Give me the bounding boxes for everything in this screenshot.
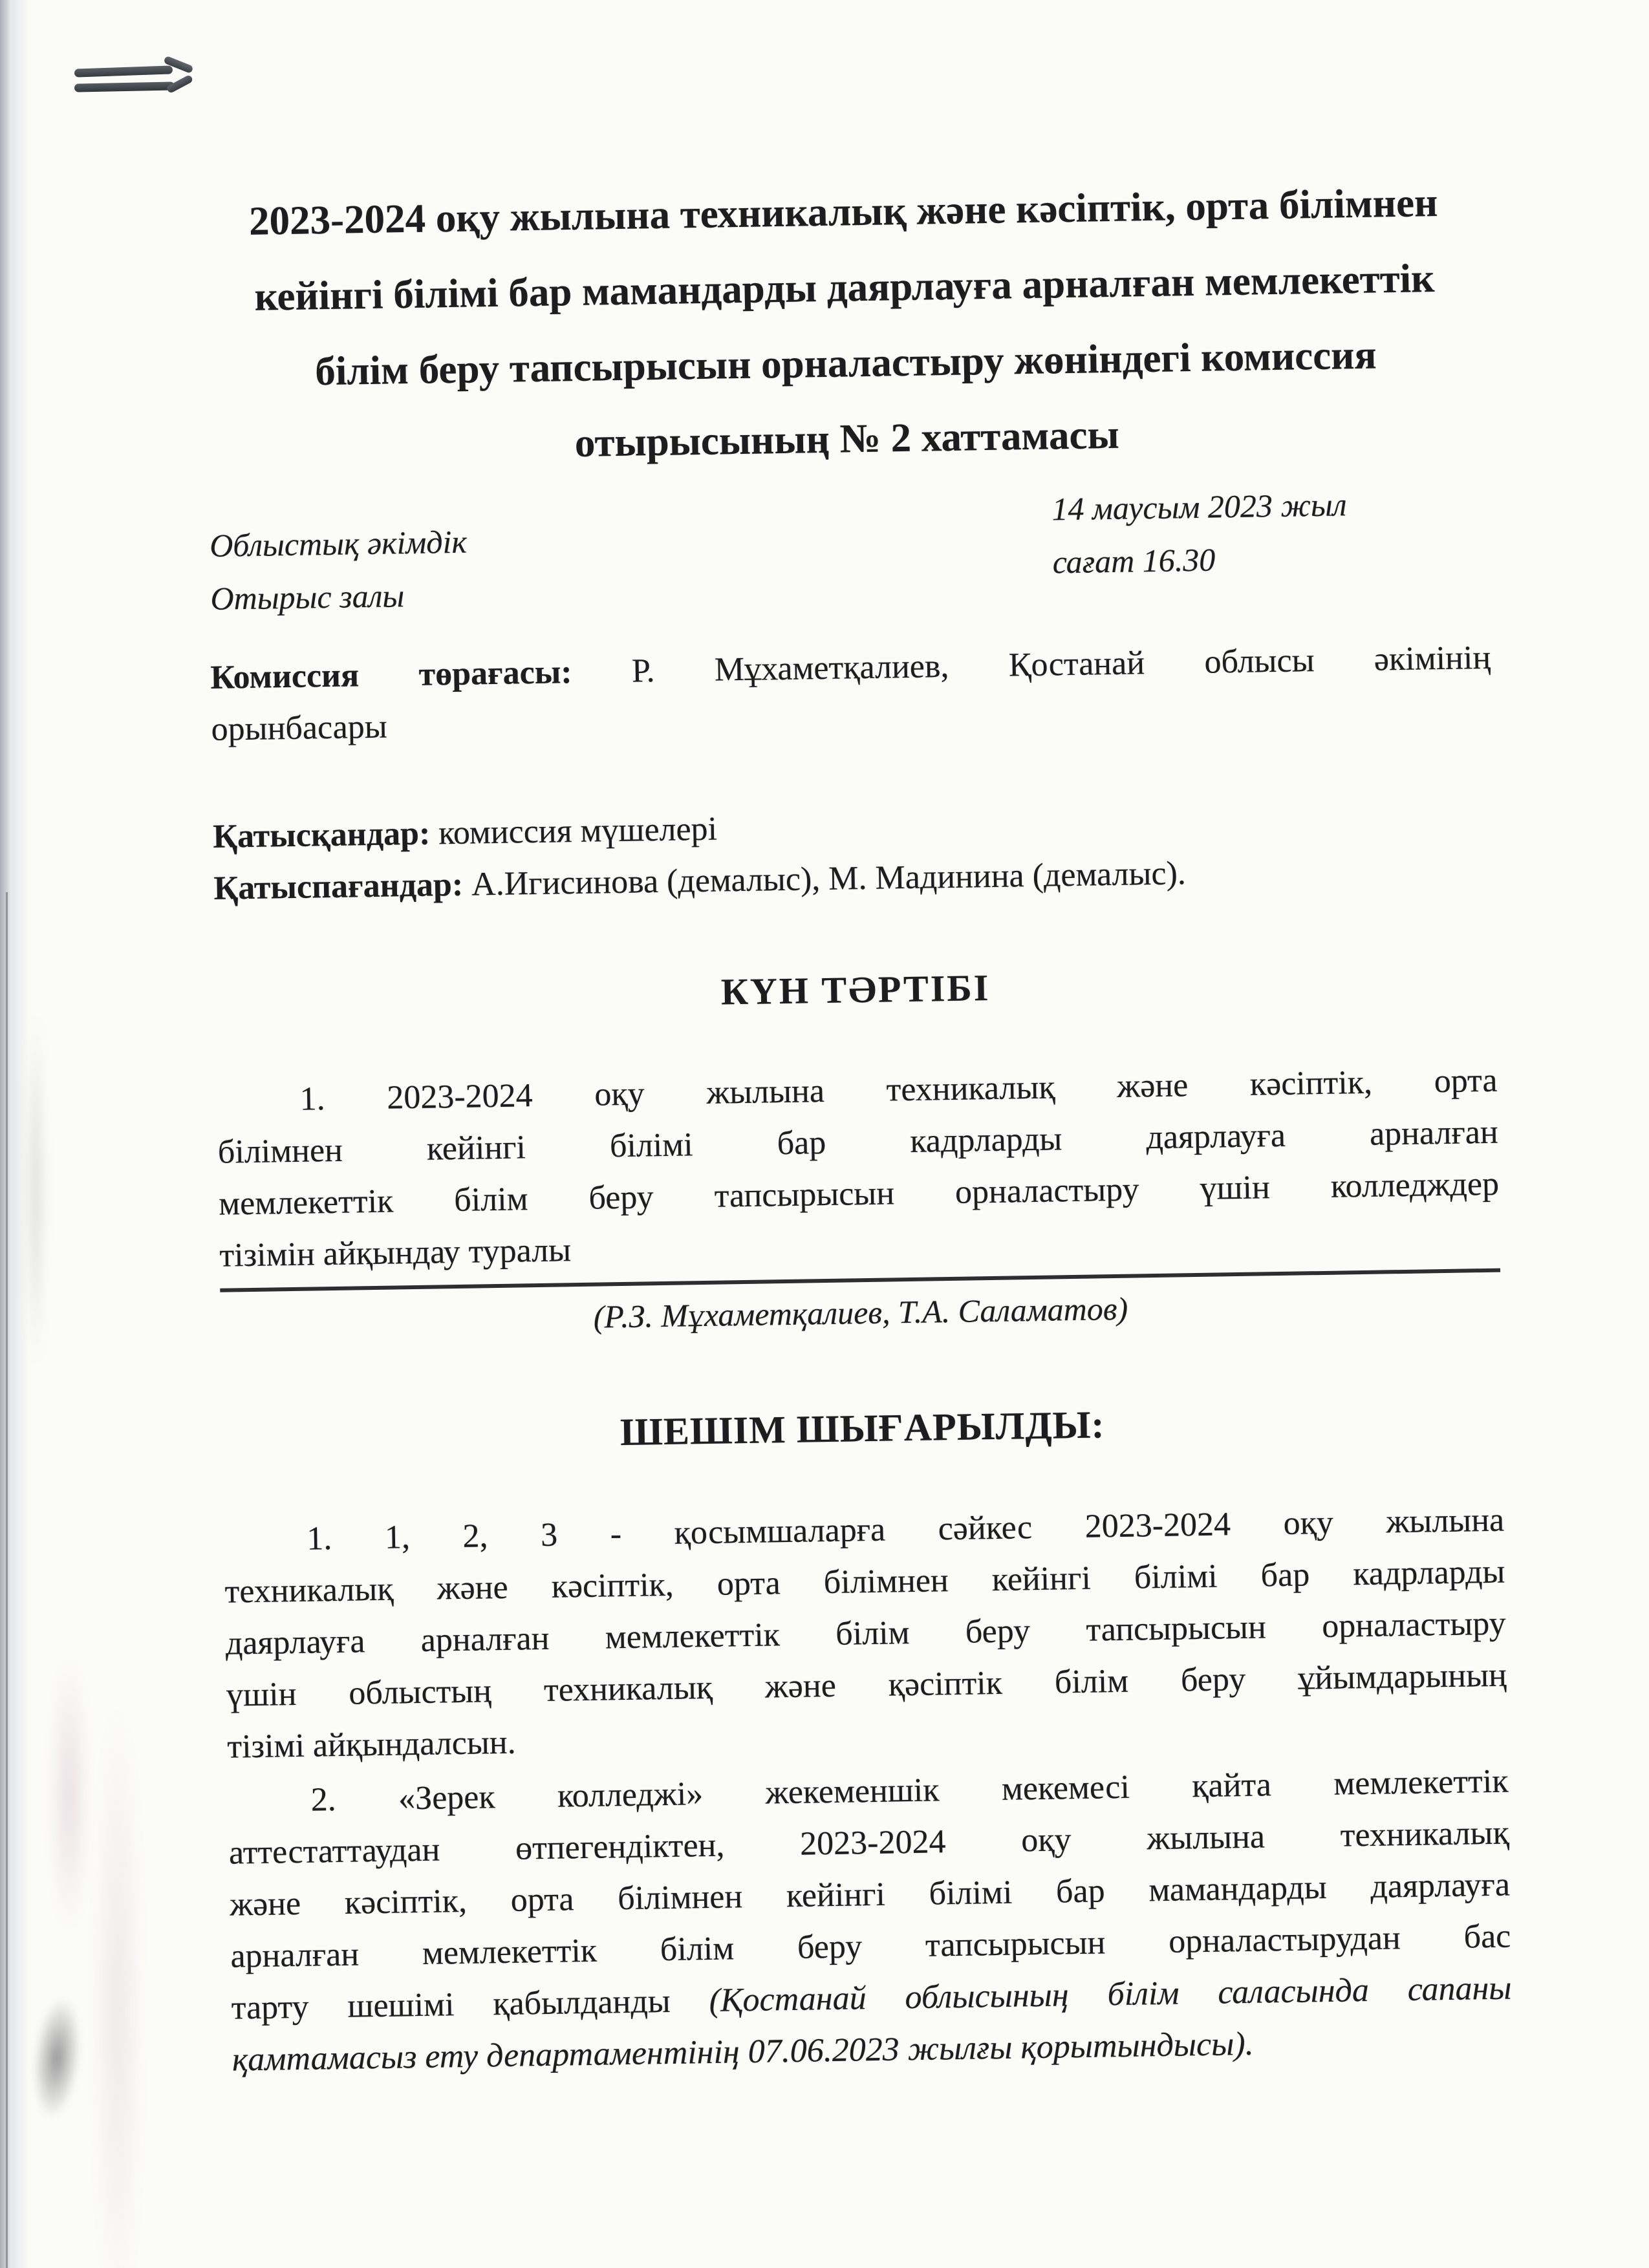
meta-row bbox=[208, 476, 1490, 617]
agenda-item-1 bbox=[217, 1055, 1500, 1292]
agenda-line-4-underlined: тізімін айқындау туралы bbox=[219, 1210, 1500, 1292]
decision2-line-3: және кәсіптік, орта білімнен кейінгі білімі бар мамандарды даярлауға bbox=[229, 1866, 1511, 1923]
agenda-line-3: мемлекеттік білім беру тапсырысын орналастыру үшін колледждер bbox=[218, 1165, 1500, 1223]
datetime-block bbox=[1051, 478, 1348, 588]
decision1-line-3: даярлауға арналған мемлекеттік білім беру тапсырысын орналастыру bbox=[225, 1605, 1507, 1662]
absentees-label: Қатыспағандар: bbox=[213, 866, 464, 907]
title-line-3: білім беру тапсырысын орналастыру жөніндегі комиссия bbox=[314, 332, 1377, 394]
agenda-heading: КҮН ТӘРТІБІ bbox=[720, 967, 991, 1013]
chairman-line-2: орынбасары bbox=[211, 708, 388, 748]
document-title bbox=[202, 164, 1487, 487]
venue-line-1: Облыстық әкімдік bbox=[209, 523, 468, 564]
decision1-line-5: тізімі айқындалсын. bbox=[226, 1724, 517, 1766]
decision1-line-2: техникалық және кәсіптік, орта білімнен кейінгі білімі бар кадрларды bbox=[224, 1553, 1505, 1610]
decision2-line-5-normal: тарту шешімі қабылданды bbox=[231, 1982, 710, 2027]
attendees-label: Қатысқандар: bbox=[212, 815, 431, 855]
agenda-line-1: 1. 2023-2024 оқу жылына техникалық және кәсіптік, орта bbox=[299, 1062, 1498, 1118]
title-line-2: кейінгі білімі бар мамандарды даярлауға арналған мемлекеттік bbox=[254, 255, 1435, 319]
date-line: 14 маусым 2023 жыл bbox=[1051, 486, 1347, 528]
decision2-line-5-italic: (Қостанай облысының білім саласында сапаны bbox=[709, 1969, 1512, 2020]
attendees-text: комиссия мүшелері bbox=[429, 810, 718, 852]
decision2-line-1: 2. «Зерек колледжі» жекеменшік мекемесі қайта мемлекеттік bbox=[310, 1762, 1509, 1819]
chairman-label: Комиссия төрағасы: bbox=[210, 654, 573, 696]
title-line-1: 2023-2024 оқу жылына техникалық және кәсіптік, орта білімнен bbox=[248, 179, 1438, 244]
decision1-line-4: үшін облыстың техникалық және қәсіптік білім беру ұйымдарының bbox=[226, 1656, 1507, 1714]
venue-line-2: Отырыс залы bbox=[210, 577, 405, 617]
time-line: сағат 16.30 bbox=[1052, 541, 1216, 581]
decision-heading: ШЕШІМ ШЫҒАРЫЛДЫ: bbox=[620, 1403, 1105, 1454]
decision1-line-1: 1. 1, 2, 3 - қосымшаларға сәйкес 2023-2024 оқу жылына bbox=[306, 1501, 1505, 1557]
decision-item-2 bbox=[228, 1756, 1513, 2086]
document-content bbox=[202, 164, 1513, 2086]
title-line-4: отырысының № 2 хаттамасы bbox=[574, 411, 1120, 465]
chairman-block bbox=[210, 632, 1492, 756]
agenda-line-2: білімнен кейінгі білімі бар кадрларды даярлауға арналған bbox=[217, 1113, 1499, 1171]
venue-block bbox=[210, 515, 468, 625]
chairman-name-role: Р. Мұхаметқалиев, Қостанай облысы әкімінің bbox=[572, 639, 1491, 691]
decision-item-1 bbox=[224, 1495, 1508, 1773]
decision2-line-4: арналған мемлекеттік білім беру тапсырысын орналастырудан бас bbox=[230, 1918, 1511, 1975]
agenda-speakers: (Р.З. Мұхаметқалиев, Т.А. Саламатов) bbox=[593, 1290, 1128, 1335]
decision2-line-2: аттестаттаудан өтпегендіктен, 2023-2024 оқу жылына техникалық bbox=[228, 1814, 1510, 1872]
decision2-line-6: қамтамасыз ету департаментінің 07.06.2023 жылғы қорытындысы). bbox=[232, 2025, 1255, 2079]
absentees-text: А.Игисинова (демалыс), М. Мадинина (демалыс). bbox=[462, 855, 1187, 903]
